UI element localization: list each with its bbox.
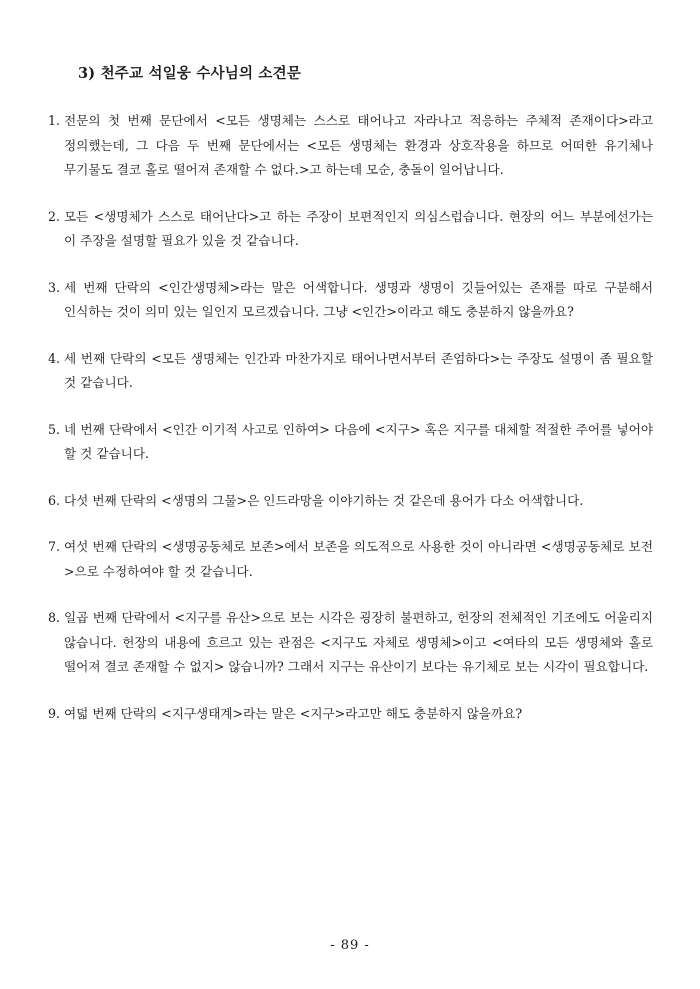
list-item [48,276,653,325]
item-text: 네 번째 단락에서 <인간 이기적 사고로 인하여> 다음에 <지구> 혹은 지구를 대체할 적절한 주어를 넣어야 할 것 같습니다. [64,421,653,461]
item-text: 다섯 번째 단락의 <생명의 그물>은 인드라망을 이야기하는 것 같은데 용어가 다소 어색합니다. [64,492,584,508]
item-number: 8. [48,610,61,625]
list-item [48,702,653,727]
item-text: 여섯 번째 단락의 <생명공동체로 보존>에서 보존을 의도적으로 사용한 것이 아니라면 <생명공동체로 보전>으로 수정하여야 할 것 같습니다. [64,539,653,579]
item-text: 모든 <생명체가 스스로 태어난다>고 하는 주장이 보편적인지 의심스럽습니다. 현장의 어느 부분에선가는 이 주장을 설명할 필요가 있을 것 같습니다. [64,208,653,248]
list-item [48,205,653,254]
section-title: 3) 천주교 석일웅 수사님의 소견문 [78,65,302,82]
item-number: 2. [48,208,61,224]
item-text: 여덟 번째 단락의 <지구생태계>라는 말은 <지구>라고만 해도 충분하지 않을까요? [64,705,523,721]
item-text: 세 번째 단락의 <모든 생명체는 인간과 마찬가지로 태어나면서부터 존엄하다>는 주장도 설명이 좀 필요할 것 같습니다. [64,350,653,390]
item-number: 7. [48,539,61,554]
comment-list [48,109,653,748]
list-item [48,347,653,396]
item-text: 세 번째 단락의 <인간생명체>라는 말은 어색합니다. 생명과 생명이 깃들어있는 존재를 따로 구분해서 인식하는 것이 의미 있는 일인지 모르겠습니다. 그냥 <인간>이라고 해도 충분하지 않을까요? [64,279,653,319]
item-number: 9. [48,705,61,721]
item-number: 6. [48,492,61,508]
item-text: 일곱 번째 단락에서 <지구를 유산>으로 보는 시각은 굉장히 불편하고, 헌장의 전체적인 기조에도 어울리지 않습니다. 헌장의 내용에 흐르고 있는 관점은 <지구도 자체로 생명체>이고 <여타의 모든 생명체와 홀로 떨어져 결코 존재할 수 없지> 않습니까? 그래서 지구는 유산이기 보다는 유기체로 보는 시각이 필요합니다. [64,610,653,674]
list-item [48,606,653,680]
item-number: 5. [48,421,61,437]
list-item [48,418,653,467]
item-number: 3. [48,279,61,295]
list-item [48,109,653,183]
item-text: 전문의 첫 번째 문단에서 <모든 생명체는 스스로 태어나고 자라나고 적응하는 주체적 존재이다>라고 정의했는데, 그 다음 두 번째 문단에서는 <모든 생명체는 환경과 상호작용을 하므로 어떠한 유기체나 무기물도 결코 홀로 떨어져 존재할 수 없다.>고 하는데 모순, 충돌이 일어납니다. [64,113,653,177]
item-number: 1. [48,113,61,128]
list-item [48,489,653,514]
page-number: - 89 - [330,938,370,953]
item-number: 4. [48,350,61,366]
list-item [48,535,653,584]
